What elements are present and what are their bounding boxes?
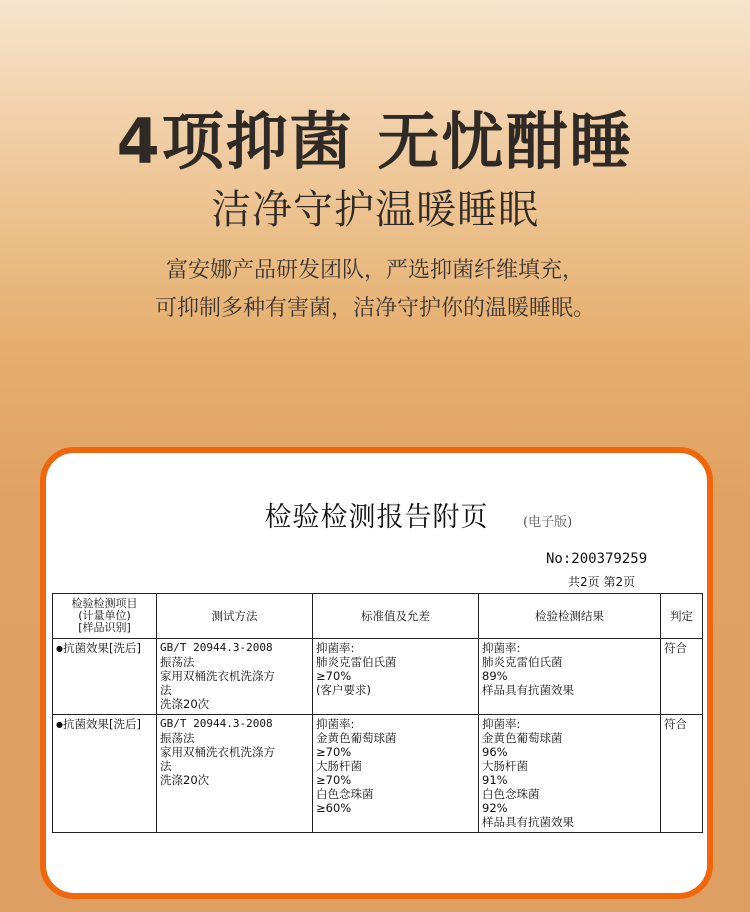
cell-standard <box>313 639 479 715</box>
standard-line: ≥70% <box>316 669 352 683</box>
description <box>0 252 750 328</box>
cell-standard <box>313 715 479 833</box>
result-line: 样品具有抗菌效果 <box>482 683 574 697</box>
result-line: 92% <box>482 801 508 815</box>
cell-judgement: 符合 <box>661 639 703 715</box>
method-line: 法 <box>160 683 172 697</box>
result-line: 白色念珠菌 <box>482 787 540 801</box>
header-method: 测试方法 <box>157 594 313 639</box>
result-line: 样品具有抗菌效果 <box>482 815 574 829</box>
header-item-line: (计量单位) <box>78 609 131 622</box>
result-line: 金黄色葡萄球菌 <box>482 731 563 745</box>
item-label: 抗菌效果[洗后] <box>62 641 141 655</box>
method-line: 洗涤20次 <box>160 697 210 711</box>
method-line: 家用双桶洗衣机洗涤方 <box>160 745 275 759</box>
standard-line: 肺炎克雷伯氏菌 <box>316 655 397 669</box>
standard-line: 抑菌率: <box>316 641 355 655</box>
method-line: 法 <box>160 759 172 773</box>
report-title: 检验检测报告附页 <box>264 502 489 533</box>
result-line: 91% <box>482 773 508 787</box>
cell-method <box>157 715 313 833</box>
standard-line: 抑菌率: <box>316 717 355 731</box>
report-edition: (电子版) <box>523 515 573 530</box>
cell-result <box>479 715 661 833</box>
subheadline: 洁净守护温暖睡眠 <box>211 187 539 233</box>
cell-judgement: 符合 <box>661 715 703 833</box>
bullet-icon: ● <box>56 720 63 729</box>
standard-line: ≥60% <box>316 801 352 815</box>
cell-item <box>53 715 157 833</box>
header-standard: 标准值及允差 <box>313 594 479 639</box>
method-line: GB/T 20944.3-2008 <box>160 717 273 730</box>
cell-method <box>157 639 313 715</box>
table-row <box>53 639 703 715</box>
method-line: 振荡法 <box>160 655 195 669</box>
standard-line: ≥70% <box>316 773 352 787</box>
method-line: 家用双桶洗衣机洗涤方 <box>160 669 275 683</box>
standard-line: ≥70% <box>316 745 352 759</box>
headline: 4项抑菌 无忧酣睡 <box>116 105 634 178</box>
header-item <box>53 594 157 639</box>
result-line: 抑菌率: <box>482 717 521 731</box>
result-line: 抑菌率: <box>482 641 521 655</box>
header-item-line: [样品识别] <box>78 621 131 634</box>
header-item-line: 检验检测项目 <box>71 597 138 610</box>
result-line: 肺炎克雷伯氏菌 <box>482 655 563 669</box>
result-line: 89% <box>482 669 508 683</box>
description-line: 富安娜产品研发团队，严选抑菌纤维填充， <box>165 258 584 283</box>
item-label: 抗菌效果[洗后] <box>62 717 141 731</box>
result-line: 96% <box>482 745 508 759</box>
report-number: No:200379259 <box>546 551 648 567</box>
header-judgement: 判定 <box>661 594 703 639</box>
report-pages: 共2页 第2页 <box>568 575 636 589</box>
report-card <box>40 447 713 899</box>
result-line: 大肠杆菌 <box>482 759 528 773</box>
method-line: 洗涤20次 <box>160 773 210 787</box>
standard-line: 白色念珠菌 <box>316 787 374 801</box>
description-line: 可抑制多种有害菌，洁净守护你的温暖睡眠。 <box>154 296 595 321</box>
header-result: 检验检测结果 <box>479 594 661 639</box>
table-row <box>53 715 703 833</box>
table-header-row <box>53 594 703 639</box>
method-line: GB/T 20944.3-2008 <box>160 641 273 654</box>
report-table <box>52 593 703 833</box>
standard-line: 金黄色葡萄球菌 <box>316 731 397 745</box>
bullet-icon: ● <box>56 644 63 653</box>
standard-line: (客户要求) <box>316 683 371 697</box>
cell-item <box>53 639 157 715</box>
standard-line: 大肠杆菌 <box>316 759 362 773</box>
method-line: 振荡法 <box>160 731 195 745</box>
cell-result <box>479 639 661 715</box>
